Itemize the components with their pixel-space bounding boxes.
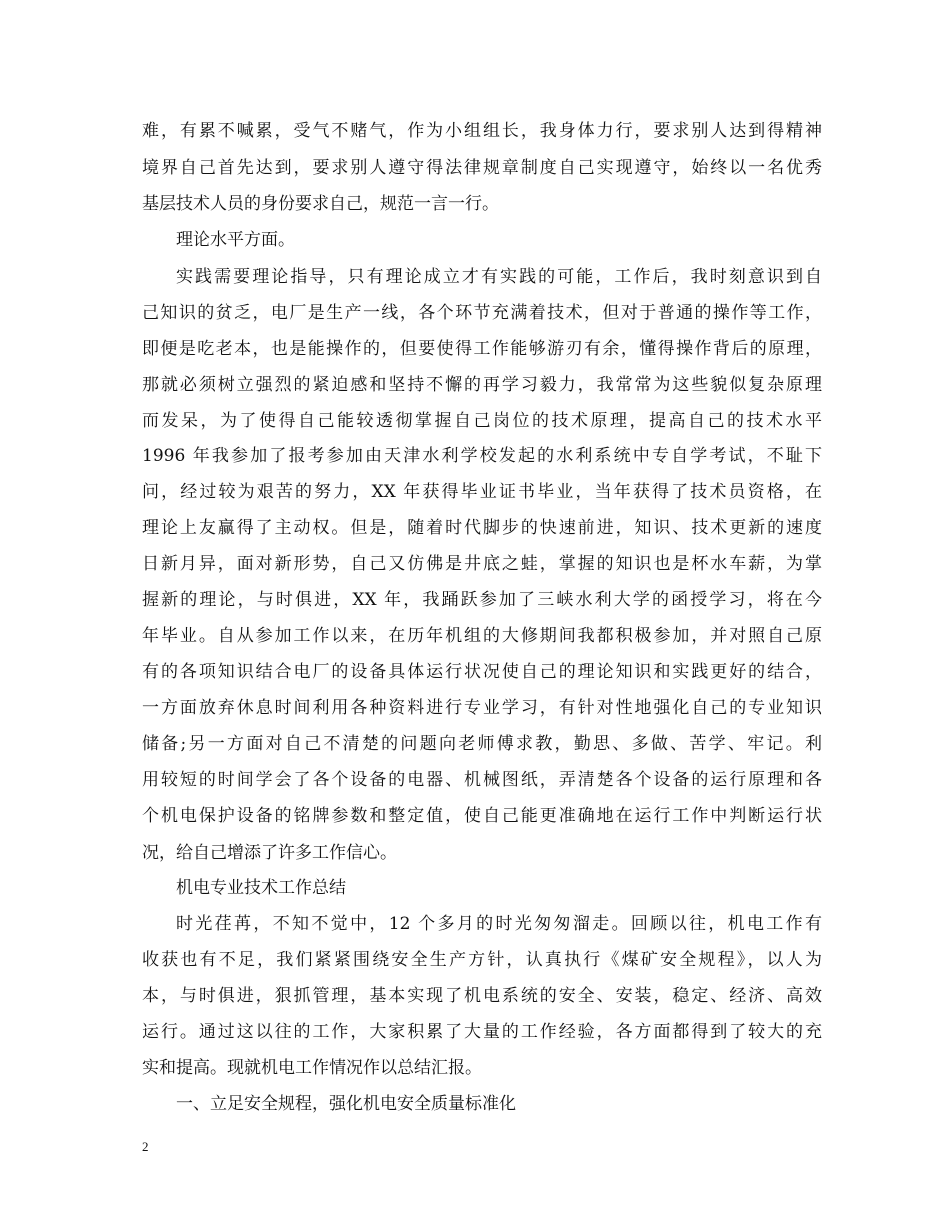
- body-text-line: 基层技术人员的身份要求自己，规范一言一行。: [142, 194, 499, 214]
- section-heading: 一、立足安全规程，强化机电安全质量标准化: [176, 1094, 516, 1114]
- body-text-line: 本，与时俱进，狠抓管理，基本实现了机电系统的安全、安装，稳定、经济、高效: [142, 986, 822, 1006]
- body-text-line: 年毕业。自从参加工作以来，在历年机组的大修期间我都积极参加，并对照自己原: [142, 626, 822, 646]
- body-text-line: 况，给自己增添了许多工作信心。: [142, 843, 397, 863]
- body-text-line: 实和提高。现就机电工作情况作以总结汇报。: [142, 1058, 482, 1078]
- page-number: 2: [142, 1139, 149, 1154]
- body-text-line: 用较短的时间学会了各个设备的电器、机械图纸，弄清楚各个设备的运行原理和各: [142, 770, 822, 790]
- body-text-line: 时光荏苒，不知不觉中，12 个多月的时光匆匆溜走。回顾以往，机电工作有: [176, 914, 822, 934]
- body-text-line: 己知识的贫乏，电厂是生产一线，各个环节充满着技术，但对于普通的操作等工作，: [142, 303, 822, 323]
- body-text-line: 运行。通过这以往的工作，大家积累了大量的工作经验，各方面都得到了较大的充: [142, 1022, 822, 1042]
- section-heading: 理论水平方面。: [176, 230, 295, 250]
- body-text-line: 理论上友赢得了主动权。但是，随着时代脚步的快速前进，知识、技术更新的速度: [142, 518, 822, 538]
- body-text-line: 即便是吃老本，也是能操作的，但要使得工作能够游刃有余，懂得操作背后的原理，: [142, 339, 822, 359]
- body-text-line: 实践需要理论指导，只有理论成立才有实践的可能，工作后，我时刻意识到自: [176, 267, 822, 287]
- body-text-line: 1996 年我参加了报考参加由天津水利学校发起的水利系统中专自学考试，不耻下: [142, 446, 822, 466]
- body-text-line: 个机电保护设备的铭牌参数和整定值，使自己能更准确地在运行工作中判断运行状: [142, 806, 822, 826]
- body-text-line: 那就必须树立强烈的紧迫感和坚持不懈的再学习毅力，我常常为这些貌似复杂原理: [142, 375, 822, 395]
- section-heading: 机电专业技术工作总结: [176, 878, 346, 898]
- body-text-line: 有的各项知识结合电厂的设备具体运行状况使自己的理论知识和实践更好的结合，: [142, 662, 822, 682]
- body-text-line: 难，有累不喊累，受气不赌气，作为小组组长，我身体力行，要求别人达到得精神: [142, 121, 822, 141]
- body-text-line: 一方面放弃休息时间利用各种资料进行专业学习，有针对性地强化自己的专业知识: [142, 698, 822, 718]
- body-text-line: 储备;另一方面对自己不清楚的问题向老师傅求教，勤思、多做、苦学、牢记。利: [142, 734, 822, 754]
- body-text-line: 日新月异，面对新形势，自己又仿佛是井底之蛙，掌握的知识也是杯水车薪，为掌: [142, 554, 822, 574]
- body-text-line: 境界自己首先达到，要求别人遵守得法律规章制度自己实现遵守，始终以一名优秀: [142, 158, 822, 178]
- body-text-line: 收获也有不足，我们紧紧围绕安全生产方针，认真执行《煤矿安全规程》，以人为: [142, 950, 822, 970]
- body-text-line: 问，经过较为艰苦的努力，XX 年获得毕业证书毕业，当年获得了技术员资格，在: [142, 482, 822, 502]
- body-text-line: 而发呆，为了使得自己能较透彻掌握自己岗位的技术原理，提高自己的技术水平: [142, 411, 822, 431]
- body-text-line: 握新的理论，与时俱进，XX 年，我踊跃参加了三峡水利大学的函授学习，将在今: [142, 590, 822, 610]
